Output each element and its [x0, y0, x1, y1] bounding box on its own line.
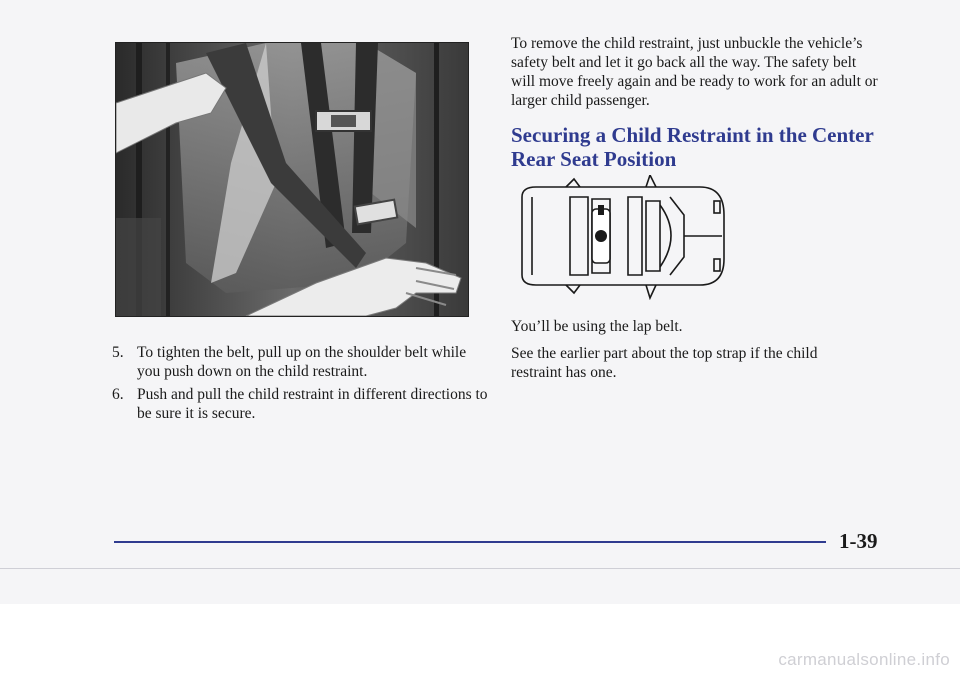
step-text: Push and pull the child restraint in different directions to be sure it is secure.: [137, 386, 488, 422]
photo-illustration: [116, 43, 468, 316]
top-strap-paragraph: See the earlier part about the top strap if the child restraint has one.: [511, 345, 818, 381]
step-number: 5.: [112, 344, 124, 361]
page-number: 1-39: [839, 529, 878, 553]
vehicle-diagram-icon: [510, 175, 730, 300]
vehicle-seat-position-diagram: [510, 175, 730, 305]
step-item: [112, 385, 492, 423]
step-item: [112, 343, 492, 381]
right-column: [511, 34, 881, 171]
step-text: To tighten the belt, pull up on the shoulder belt while you push down on the child restraint.: [137, 344, 467, 380]
section-heading: Securing a Child Restraint in the Center Rear Seat Position: [511, 123, 874, 171]
watermark-text: carmanualsonline.info: [778, 650, 950, 669]
remove-restraint-paragraph: To remove the child restraint, just unbuckle the vehicle’s safety belt and let it go back all the way. The safety belt will move freely again and be ready to work for an adult or larger child passenger.: [511, 35, 878, 109]
lap-belt-paragraph: You’ll be using the lap belt.: [511, 318, 683, 335]
footer-rule: [114, 541, 826, 543]
page-edge-line: [0, 568, 960, 569]
child-restraint-photo: [115, 42, 469, 317]
steps-list: [112, 343, 492, 427]
step-number: 6.: [112, 386, 124, 403]
